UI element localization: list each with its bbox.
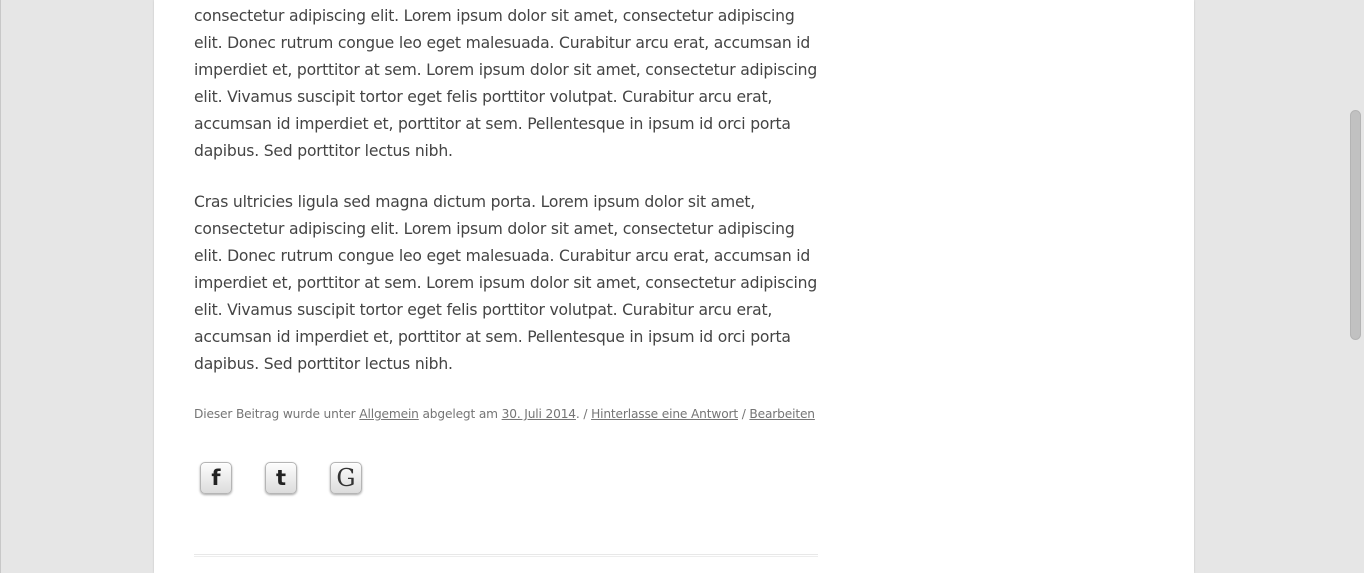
google-icon: G	[336, 464, 356, 492]
meta-separator: . /	[575, 407, 592, 421]
vertical-scrollbar[interactable]	[1347, 0, 1364, 573]
article-paragraph: Cras ultricies ligula sed magna dictum porta. Lorem ipsum dolor sit amet, consectetur adipiscing elit. Lorem ipsum dolor sit amet, consectetur adipiscing elit. Donec rutrum congue leo eget malesuada. Curabitur arcu erat, accumsan id imperdiet et, porttitor at sem. Lorem ipsum dolor sit amet, consectetur adipiscing elit. Vivamus suscipit tortor eget felis porttitor volutpat. Curabitur arcu erat, accumsan id imperdiet et, porttitor at sem. Pellentesque in ipsum id orci porta dapibus. Sed porttitor lectus nibh.	[194, 193, 818, 373]
window-edge	[0, 0, 1, 573]
article-paragraph: consectetur adipiscing elit. Lorem ipsum dolor sit amet, consectetur adipiscing elit. Donec rutrum congue leo eget malesuada. Curabitur arcu erat, accumsan id imperdiet et, porttitor at sem. Lorem ipsum dolor sit amet, consectetur adipiscing elit. Vivamus suscipit tortor eget felis porttitor volutpat. Curabitur arcu erat, accumsan id imperdiet et, porttitor at sem. Pellentesque in ipsum id orci porta dapibus. Sed porttitor lectus nibh.	[194, 7, 818, 160]
twitter-share-button[interactable]	[265, 462, 297, 494]
category-link[interactable]: Allgemein	[359, 407, 419, 421]
content-divider	[194, 554, 818, 557]
meta-separator: /	[738, 407, 750, 421]
reply-link[interactable]: Hinterlasse eine Antwort	[591, 407, 738, 421]
meta-prefix: Dieser Beitrag wurde unter	[194, 407, 360, 421]
share-buttons	[200, 462, 362, 494]
facebook-share-button[interactable]	[200, 462, 232, 494]
meta-middle: abgelegt am	[418, 407, 502, 421]
google-share-button[interactable]	[330, 462, 362, 494]
twitter-icon: t	[275, 465, 287, 490]
facebook-icon: f	[211, 465, 221, 490]
page-container	[154, 0, 1194, 573]
date-link[interactable]: 30. Juli 2014	[501, 407, 576, 421]
edit-link[interactable]: Bearbeiten	[749, 407, 815, 421]
scrollbar-thumb[interactable]	[1350, 110, 1361, 340]
entry-meta	[194, 404, 815, 424]
